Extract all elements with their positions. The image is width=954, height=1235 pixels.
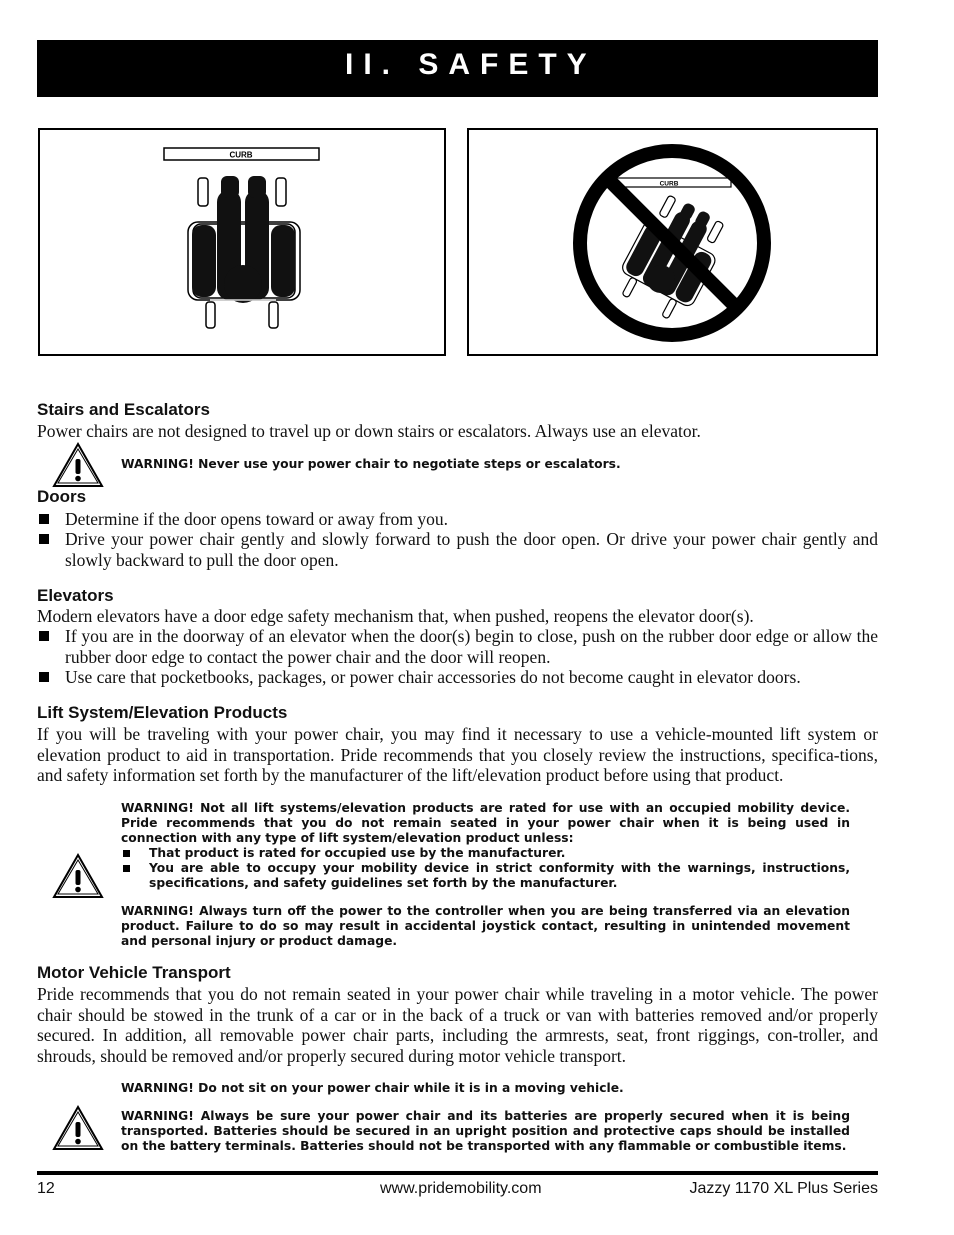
footer-website: www.pridemobility.com xyxy=(380,1180,542,1197)
warning-transport-2: WARNING! Always be sure your power chair and its batteries are properly secured when it is being transported. Batteries should be secured in an upright position and protective caps should be installed on the battery terminals. Batteries should not be transported with any flammable or combustible items. xyxy=(121,1109,850,1153)
lift-body: If you will be traveling with your power chair, you may find it necessary to use a vehicle-mounted lift system or elevation product to aid in transportation. Pride recommends that you closely review the instructions, specifica-tions, and safety information set forth by the manufacturer of the lift/elevation product before using that product. xyxy=(37,724,878,785)
list-item xyxy=(37,529,878,570)
warning-lift-2: WARNING! Always turn off the power to the controller when you are being transferred via an elevation product. Failure to do so may result in accidental joystick contact, resulting in unintended movement and personal injury or product damage. xyxy=(121,904,850,948)
warning-lift-1: WARNING! Not all lift systems/elevation products are rated for use with an occupied mobility device. Pride recommends that you do not remain seated in your power chair when it is being used in connection with any type of lift system/elevation product unless: xyxy=(121,801,850,845)
heading-doors: Doors xyxy=(37,487,87,506)
bullet-square-icon xyxy=(39,534,49,544)
lift-warnings xyxy=(121,801,850,949)
page-title: II. SAFETY xyxy=(345,48,597,81)
transport-warnings xyxy=(121,1081,850,1154)
curb-label: CURB xyxy=(229,150,253,160)
doors-bullet-1: Determine if the door opens toward or away from you. xyxy=(65,509,448,529)
warning-lift-bullet-1: That product is rated for occupied use by the manufacturer. xyxy=(149,846,566,860)
list-item xyxy=(121,861,850,891)
warning-lift-bullet-2: You are able to occupy your mobility device in strict conformity with the warnings, instructions, specifications, and safety guidelines set forth by the manufacturer. xyxy=(149,861,850,890)
warning-transport-1: WARNING! Do not sit on your power chair while it is in a moving vehicle. xyxy=(121,1081,624,1095)
heading-lift: Lift System/Elevation Products xyxy=(37,703,288,722)
bullet-square-icon xyxy=(39,672,49,682)
list-item xyxy=(37,626,878,667)
warning-stairs: WARNING! Never use your power chair to negotiate steps or escalators. xyxy=(121,457,621,471)
stairs-body: Power chairs are not designed to travel up or down stairs or escalators. Always use an elevator. xyxy=(37,421,701,441)
list-item xyxy=(37,667,878,688)
doors-bullet-2: Drive your power chair gently and slowly forward to push the door open. Or drive your power chair gently and slowly backward to pull the door open. xyxy=(65,529,878,570)
bullet-square-icon xyxy=(39,514,49,524)
power-chair-illustration xyxy=(40,130,444,354)
power-chair-illustration-angled xyxy=(469,130,876,354)
warning-triangle-icon xyxy=(52,1105,104,1151)
curb-label-right: CURB xyxy=(659,180,679,188)
warning-triangle-icon xyxy=(52,442,104,488)
heading-stairs: Stairs and Escalators xyxy=(37,400,210,419)
bullet-square-icon xyxy=(123,865,130,872)
bullet-square-icon xyxy=(39,631,49,641)
transport-body: Pride recommends that you do not remain seated in your power chair while traveling in a motor vehicle. The power chair should be stowed in the trunk of a car or in the back of a truck or van with batteries removed and/or properly secured. In addition, all removable power chair parts, including the armrests, seat, front riggings, con-troller, and shrouds, should be removed and/or properly secured during motor vehicle transport. xyxy=(37,984,878,1066)
warning-triangle-icon xyxy=(52,853,104,899)
elevators-bullet-1: If you are in the doorway of an elevator when the door(s) begin to close, push on the rubber door edge or allow the rubber door edge to contact the power chair and the door will reopen. xyxy=(65,626,878,667)
figure-curb-correct xyxy=(38,128,446,356)
heading-transport: Motor Vehicle Transport xyxy=(37,963,231,982)
elevators-bullet-2: Use care that pocketbooks, packages, or power chair accessories do not become caught in elevator doors. xyxy=(65,667,801,687)
list-item xyxy=(121,846,850,861)
bullet-square-icon xyxy=(123,850,130,857)
section-header xyxy=(37,40,878,97)
figure-curb-prohibited xyxy=(467,128,878,356)
footer-product: Jazzy 1170 XL Plus Series xyxy=(689,1180,878,1197)
elevators-body: Modern elevators have a door edge safety mechanism that, when pushed, reopens the elevator door(s). xyxy=(37,606,754,626)
page-number: 12 xyxy=(37,1180,55,1197)
list-item xyxy=(37,509,878,530)
heading-elevators: Elevators xyxy=(37,586,114,605)
footer-divider xyxy=(37,1171,878,1175)
